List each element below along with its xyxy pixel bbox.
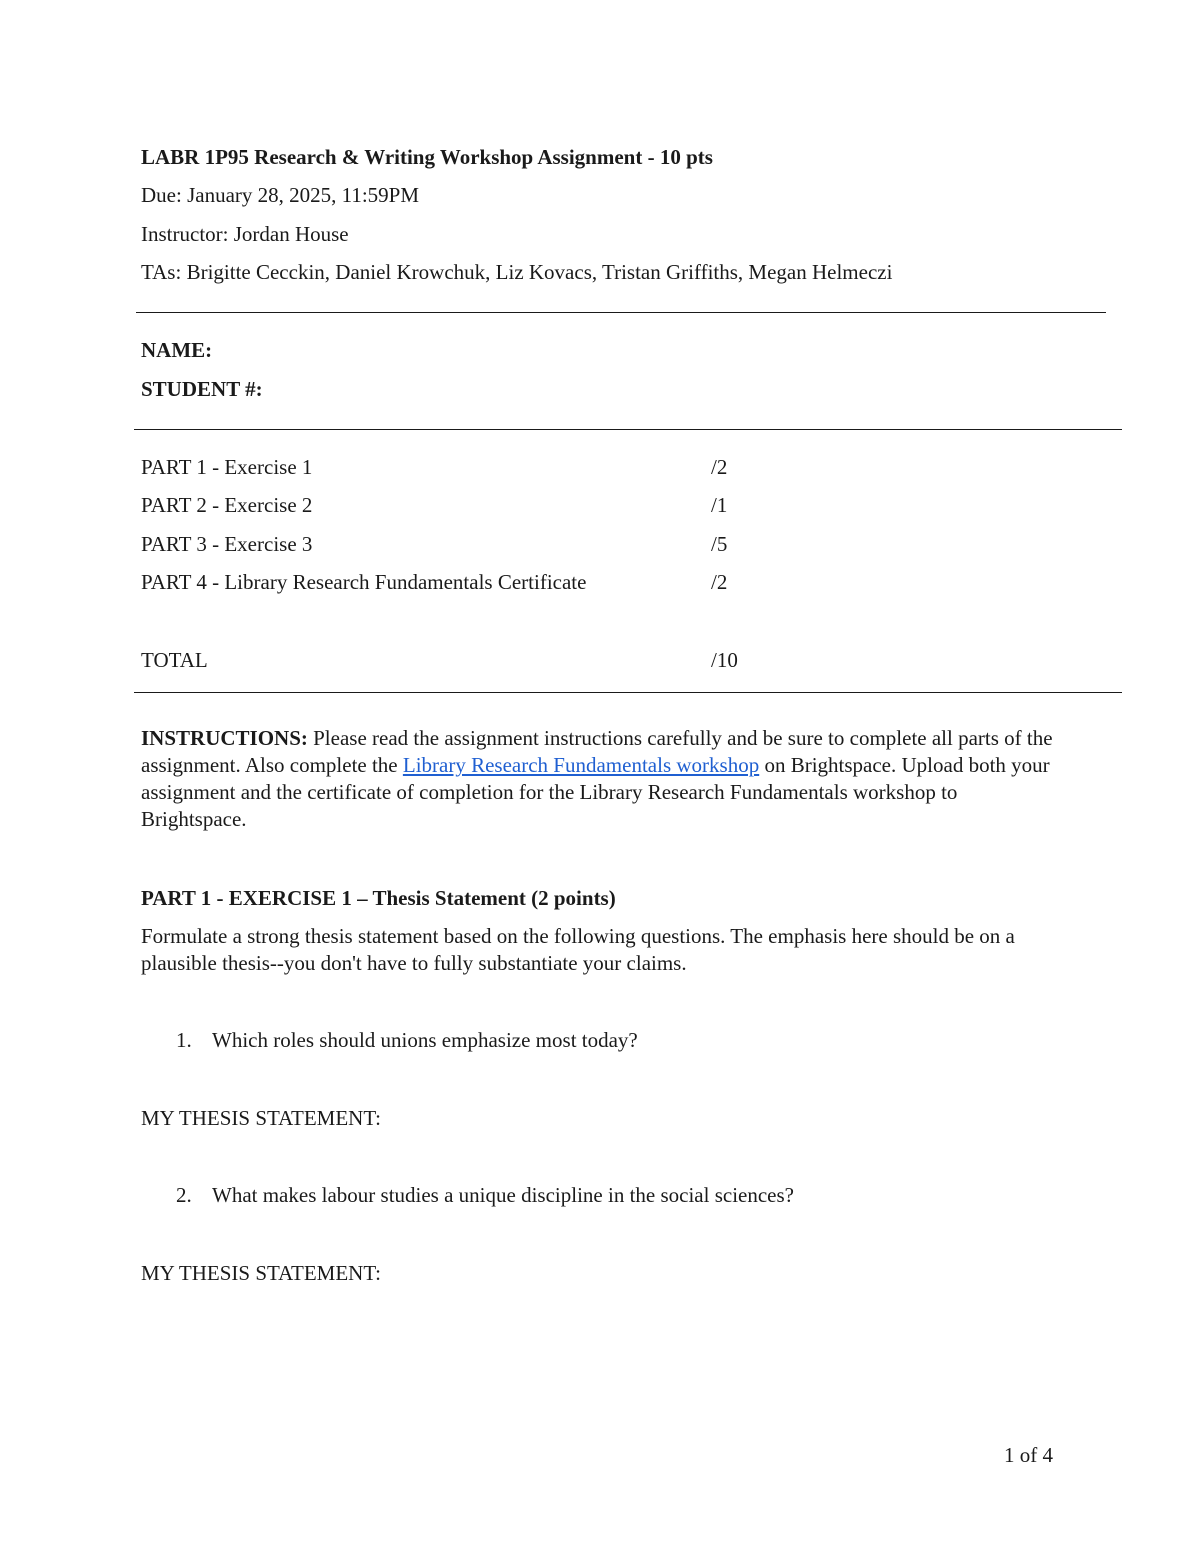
page-indicator: 1 of 4 (1004, 1443, 1053, 1467)
total-score: /10 (711, 648, 738, 672)
score-row-label: PART 4 - Library Research Fundamentals Certificate (141, 570, 587, 594)
part1-description: Formulate a strong thesis statement based on the following questions. The emphasis here should be on a plausible thesis--you don't have to fully substantiate your claims. (141, 924, 1015, 975)
score-row-value: /2 (711, 455, 728, 479)
instructions-text: Please read the assignment instructions carefully and be sure to complete all parts of the assignment. Also complete the (141, 726, 1053, 777)
score-row-value: /2 (711, 570, 728, 594)
score-row-label: PART 1 - Exercise 1 (141, 455, 313, 479)
library-workshop-link[interactable]: Library Research Fundamentals workshop (402, 753, 760, 777)
student-number-label: STUDENT #: (141, 377, 263, 401)
thesis-answer-label: MY THESIS STATEMENT: (141, 1106, 381, 1130)
score-row-label: PART 3 - Exercise 3 (141, 532, 313, 556)
thesis-answer-label: MY THESIS STATEMENT: (141, 1261, 381, 1285)
divider (134, 429, 1122, 430)
teaching-assistants: TAs: Brigitte Cecckin, Daniel Krowchuk, Liz Kovacs, Tristan Griffiths, Megan Helmeczi (141, 260, 893, 284)
divider (136, 312, 1106, 313)
score-row-value: /1 (711, 493, 728, 517)
question-number: 1. (176, 1028, 192, 1052)
instructor: Instructor: Jordan House (141, 222, 349, 246)
question-text: What makes labour studies a unique discipline in the social sciences? (212, 1183, 794, 1207)
part1-heading: PART 1 - EXERCISE 1 – Thesis Statement (2 points) (141, 886, 616, 910)
instructions-heading: INSTRUCTIONS: (141, 726, 308, 750)
total-label: TOTAL (141, 648, 208, 672)
instructions-text-continued: on Brightspace. Upload both your assignment and the certificate of completion for the Library Research Fundamentals workshop to Brightspace. (141, 753, 1050, 831)
question-number: 2. (176, 1183, 192, 1207)
document-title: LABR 1P95 Research & Writing Workshop Assignment - 10 pts (141, 145, 713, 169)
name-label: NAME: (141, 338, 213, 362)
due-date: Due: January 28, 2025, 11:59PM (141, 183, 420, 207)
question-text: Which roles should unions emphasize most today? (212, 1028, 638, 1052)
divider (134, 692, 1122, 693)
instructions-paragraph (141, 725, 1061, 833)
score-row-label: PART 2 - Exercise 2 (141, 493, 313, 517)
score-row-value: /5 (711, 532, 728, 556)
